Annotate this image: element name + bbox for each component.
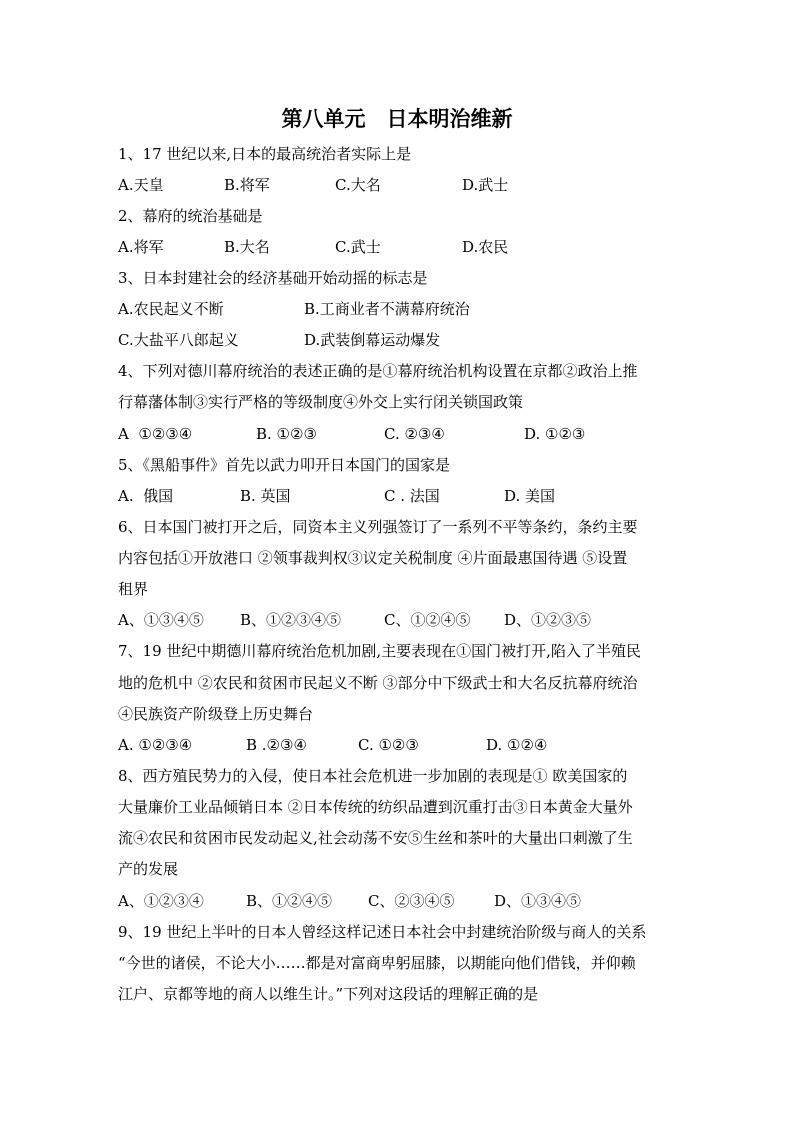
question-4-option-d: D. ①②③ — [524, 425, 586, 443]
question-7-option-b: B .②③④ — [246, 736, 307, 754]
question-8-line-2: 大量廉价工业品倾销日本 ②日本传统的纺织品遭到沉重打击③日本黄金大量外 — [118, 798, 633, 816]
question-6-option-a: A、①③④⑤ — [118, 611, 204, 629]
question-7-option-c: C. ①②③ — [358, 736, 419, 754]
question-2-option-b: B.大名 — [224, 238, 270, 256]
question-3-option-a: A.农民起义不断 — [118, 300, 224, 318]
question-2-option-d: D.农民 — [462, 238, 509, 256]
question-4-option-c: C. ②③④ — [384, 425, 445, 443]
question-9-line-2: “今世的诸侯，不论大小……都是对富商卑躬屈膝，以期能向他们借钱，并仰赖 — [118, 954, 636, 972]
question-6-option-b: B、①②③④⑤ — [240, 611, 342, 629]
question-8-option-a: A、①②③④ — [118, 892, 204, 910]
question-2-option-c: C.武士 — [335, 238, 381, 256]
question-3-line-1: 3、日本封建社会的经济基础开始动摇的标志是 — [118, 269, 428, 287]
question-7-line-3: ④民族资产阶级登上历史舞台 — [118, 705, 314, 723]
question-8-line-1: 8、西方殖民势力的入侵，使日本社会危机进一步加剧的表现是① 欧美国家的 — [118, 767, 628, 785]
question-1-option-c: C.大名 — [335, 176, 381, 194]
document-title: 第八单元 日本明治维新 — [281, 107, 513, 131]
question-1-option-a: A.天皇 — [118, 176, 164, 194]
question-8-option-c: C、②③④⑤ — [368, 892, 455, 910]
question-2-option-a: A.将军 — [118, 238, 164, 256]
question-7-line-1: 7、19 世纪中期德川幕府统治危机加剧,主要表现在①国门被打开,陷入了半殖民 — [118, 642, 641, 660]
question-4-line-1: 4、下列对德川幕府统治的表述正确的是①幕府统治机构设置在京都②政治上推 — [118, 362, 638, 380]
question-9-line-1: 9、19 世纪上半叶的日本人曾经这样记述日本社会中封建统治阶级与商人的关系 — [118, 923, 647, 941]
question-7-option-a: A. ①②③④ — [118, 736, 193, 754]
question-3-option-b: B.工商业者不满幕府统治 — [304, 300, 470, 318]
question-5-option-a: A. 俄国 — [118, 487, 174, 505]
question-1-option-d: D.武士 — [462, 176, 509, 194]
question-6-line-2: 内容包括①开放港口 ②领事裁判权③议定关税制度 ④片面最惠国待遇 ⑤设置 — [118, 549, 628, 567]
question-8-option-d: D、①③④⑤ — [494, 892, 582, 910]
question-8-line-4: 产的发展 — [118, 860, 179, 878]
question-2-line-1: 2、幕府的统治基础是 — [118, 207, 263, 225]
question-5-option-d: D. 美国 — [504, 487, 556, 505]
question-4-option-a: A ①②③④ — [118, 425, 193, 443]
question-5-line-1: 5、《黑船事件》首先以武力叩开日本国门的国家是 — [118, 456, 451, 474]
question-8-option-b: B、①②④⑤ — [246, 892, 333, 910]
question-5-option-b: B. 英国 — [240, 487, 291, 505]
question-7-option-d: D. ①②④ — [486, 736, 548, 754]
question-7-line-2: 地的危机中 ②农民和贫困市民起义不断 ③部分中下级武士和大名反抗幕府统治 — [118, 674, 638, 692]
question-6-option-c: C、①②④⑤ — [384, 611, 471, 629]
question-9-line-3: 江户、京都等地的商人以维生计。”下列对这段话的理解正确的是 — [118, 985, 539, 1003]
question-3-option-c: C.大盐平八郎起义 — [118, 331, 239, 349]
question-8-line-3: 流④农民和贫困市民发动起义,社会动荡不安⑤生丝和茶叶的大量出口刺激了生 — [118, 829, 633, 847]
question-3-option-d: D.武装倒幕运动爆发 — [304, 331, 441, 349]
question-1-line-1: 1、17 世纪以来,日本的最高统治者实际上是 — [118, 145, 412, 163]
question-4-option-b: B. ①②③ — [256, 425, 317, 443]
question-1-option-b: B.将军 — [224, 176, 270, 194]
question-6-line-3: 租界 — [118, 580, 149, 598]
question-5-option-c: C . 法国 — [384, 487, 440, 505]
question-6-option-d: D、①②③⑤ — [504, 611, 592, 629]
question-6-line-1: 6、日本国门被打开之后，同资本主义列强签订了一系列不平等条约，条约主要 — [118, 518, 638, 536]
question-4-line-2: 行幕藩体制③实行严格的等级制度④外交上实行闭关锁国政策 — [118, 393, 524, 411]
